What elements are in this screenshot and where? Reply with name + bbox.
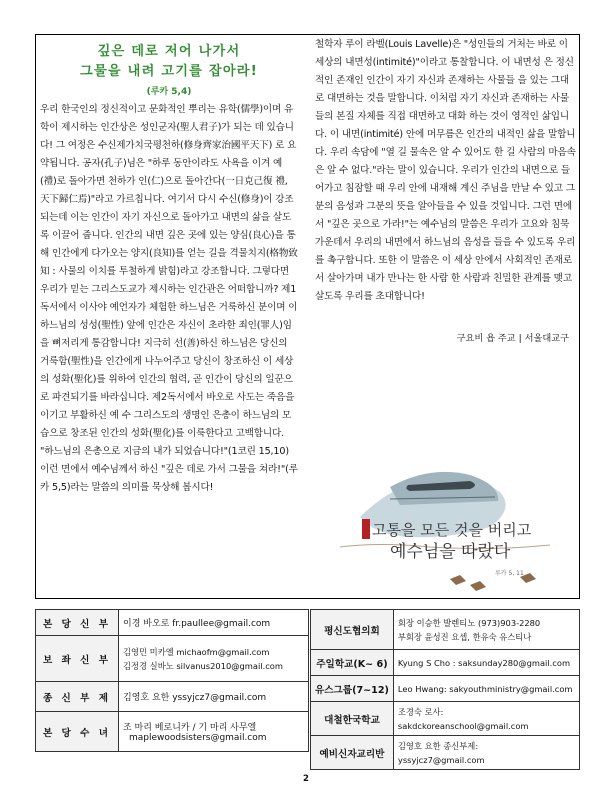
- contact-cell: 조 마리 베로니카 / 기 마리 사무엘 maplewoodsisters@gmail.com: [119, 712, 309, 752]
- role-cell: 종 신 부 제: [36, 682, 119, 712]
- contact-cell: 김영호 요한 종신부제: yssyjcz7@gmail.com: [393, 736, 579, 770]
- contacts-left-table: [35, 609, 309, 752]
- role-cell: 유스그룹(7~12): [311, 676, 394, 702]
- role-cell: 보 좌 신 부: [36, 636, 119, 682]
- contact-cell: 회장 이승한 발렌티노 (973)903-2280 부회장 윤성진 요셉, 한유숙 유스티나: [393, 610, 579, 650]
- article-title-line1: 깊은 데로 저어 나가서: [97, 44, 241, 59]
- contact-cell: Leo Hwang: sakyouthministry@gmail.com: [393, 676, 579, 702]
- contact-cell: 김영민 미카엘 michaofm@gmail.com 김정경 실바노 silvanus2010@gmail.com: [119, 636, 309, 682]
- table-row: [36, 682, 309, 712]
- right-body-text: [315, 36, 577, 306]
- article-verse: (루카 5,4): [146, 87, 192, 97]
- left-column: [40, 36, 298, 497]
- left-body-text: [40, 101, 298, 497]
- right-column: [315, 36, 577, 344]
- role-cell: 대철한국학교: [311, 702, 394, 736]
- table-row: [36, 712, 309, 752]
- author-signature: 구요비 욥 주교 | 서울대교구: [456, 333, 569, 344]
- contact-cell: 이경 바오로 fr.paullee@gmail.com: [119, 610, 309, 636]
- calligraphy-text-2: 예수님을 따랐다: [390, 542, 511, 562]
- contact-cell: 조경숙 로사: sakdckoreanschool@gmail.com: [393, 702, 579, 736]
- contact-cell: 김영호 요한 yssyjcz7@gmail.com: [119, 682, 309, 712]
- table-row: [311, 702, 580, 736]
- role-cell: 본 당 신 부: [36, 610, 119, 636]
- role-cell: 본 당 수 녀: [36, 712, 119, 752]
- role-cell: 평신도협의회: [311, 610, 394, 650]
- contacts-right-table: [310, 609, 580, 770]
- contact-cell: Kyung S Cho : saksunday280@gmail.com: [393, 650, 579, 676]
- role-cell: 예비신자교리반: [311, 736, 394, 770]
- page-number: 2: [303, 774, 309, 784]
- table-row: [311, 650, 580, 676]
- right-paragraph: 철학자 루이 라벨(Louis Lavelle)은 "성인들의 거처는 바로 이 세상의 내면성(intimité)"이라고 통찰합니다. 이 내면성 은 정신적인 존재인 인간이 자기 자신과 존재하는 사물들 을 있는 그대로 대면하는 것을 말합니다. 이처럼 자기 자신과 존재하는 사물들의 본질 자체를 직접 대면하고 대화 하는 것이 영적인 삶입니다. 이 내면(intimité) 안에 머무름은 인간의 내적인 삶을 말합니다. 우리 속담에 "열 길 물속은 알 수 있어도 한 길 사람의 마음속은 알 수 없다."라는 말이 있습니다. 우리가 인간의 내면으로 들어가고 침잠할 때 우리 안에 내재해 계신 주님을 만날 수 있고 그분의 음성과 그분의 뜻을 알아들을 수 있을 것입니다. 그런 면에서 "깊은 곳으로 가라!"는 예수님의 말씀은 우리가 고요와 침묵 가운데서 우리의 내면에서 하느님의 음성을 들을 수 있도록 우리를 촉구합니다. 또한 이 말씀은 이 세상 안에서 사회적인 존재로서 살아가며 내가 만나는 한 사람 한 사람과 친밀한 관계를 맺고 살도록 우리를 초대합니다!: [315, 39, 576, 302]
- table-row: [311, 676, 580, 702]
- table-row: [311, 736, 580, 770]
- table-row: [311, 610, 580, 650]
- artwork-illustration: [320, 447, 576, 597]
- article-title-line2: 그물을 내려 고기를 잡아라!: [80, 64, 258, 79]
- table-row: [36, 636, 309, 682]
- calligraphy-text-1: 고통을 모든 것을 버리고: [372, 521, 532, 539]
- left-paragraph: 우리 한국인의 정신적이고 문화적인 뿌리는 유학(儒學)이며 유학이 제시하는 인간상은 성인군자(聖人君子)가 되는 데 있습니다! 그 여정은 수신제가치국평천하(修身齊家治國平天下) 로 요약됩니다. 공자(孔子)님은 "하루 동안이라도 사욕을 이겨 예(禮)로 돌아가면 천하가 인(仁)으로 돌아간다(一日克己復 禮, 天下歸仁焉)"라고 가르칩니다. 여기서 다시 수신(修身)이 강조되는데 이는 인간이 자기 자신으로 돌아가고 내면의 삶을 살도록 이끌어 줍니다. 인간의 내면 깊은 곳에 있는 양심(良心)을 통해 인간에게 다가오는 양지(良知)를 얻는 길을 격물치지(格物致知 : 사물의 이치를 투철하게 밝힘)라고 강조합니다. 그렇다면 우리가 믿는 그리스도교가 제시하는 인간관은 어떠합니까? 제1독서에서 이사야 예언자가 체험한 하느님은 거룩하신 분이며 이 하느님의 성성(聖性) 앞에 인간은 자신이 초라한 죄인(罪人)임을 뼈저리게 통감합니다! 지극히 선(善)하신 하느님은 당신의 거룩함(聖性)을 인간에게 나누어주고 당신이 창조하신 이 세상의 성화(聖化)를 위하여 인간의 협력, 곧 인간이 당신의 일꾼으로 파견되기를 바라십니다. 제2독서에서 바오로 사도는 죽음을 이기고 부활하신 예 수 그리스도의 생명인 은총이 하느님의 모습으로 창조된 인간의 성화(聖化)를 이룩한다고 고백합니다. "하느님의 은총으로 지금의 내가 되었습니다!"(1코린 15,10) 이런 면에서 예수님께서 하신 "깊은 데로 가서 그물을 쳐라!"(루카 5,5)라는 말씀의 의미를 묵상해 봅시다!: [40, 104, 298, 493]
- calligraphy-artwork: [320, 447, 576, 597]
- table-row: [36, 610, 309, 636]
- role-cell: 주일학교(K~ 6): [311, 650, 394, 676]
- calligraphy-reference: 루카 5, 11: [495, 570, 524, 577]
